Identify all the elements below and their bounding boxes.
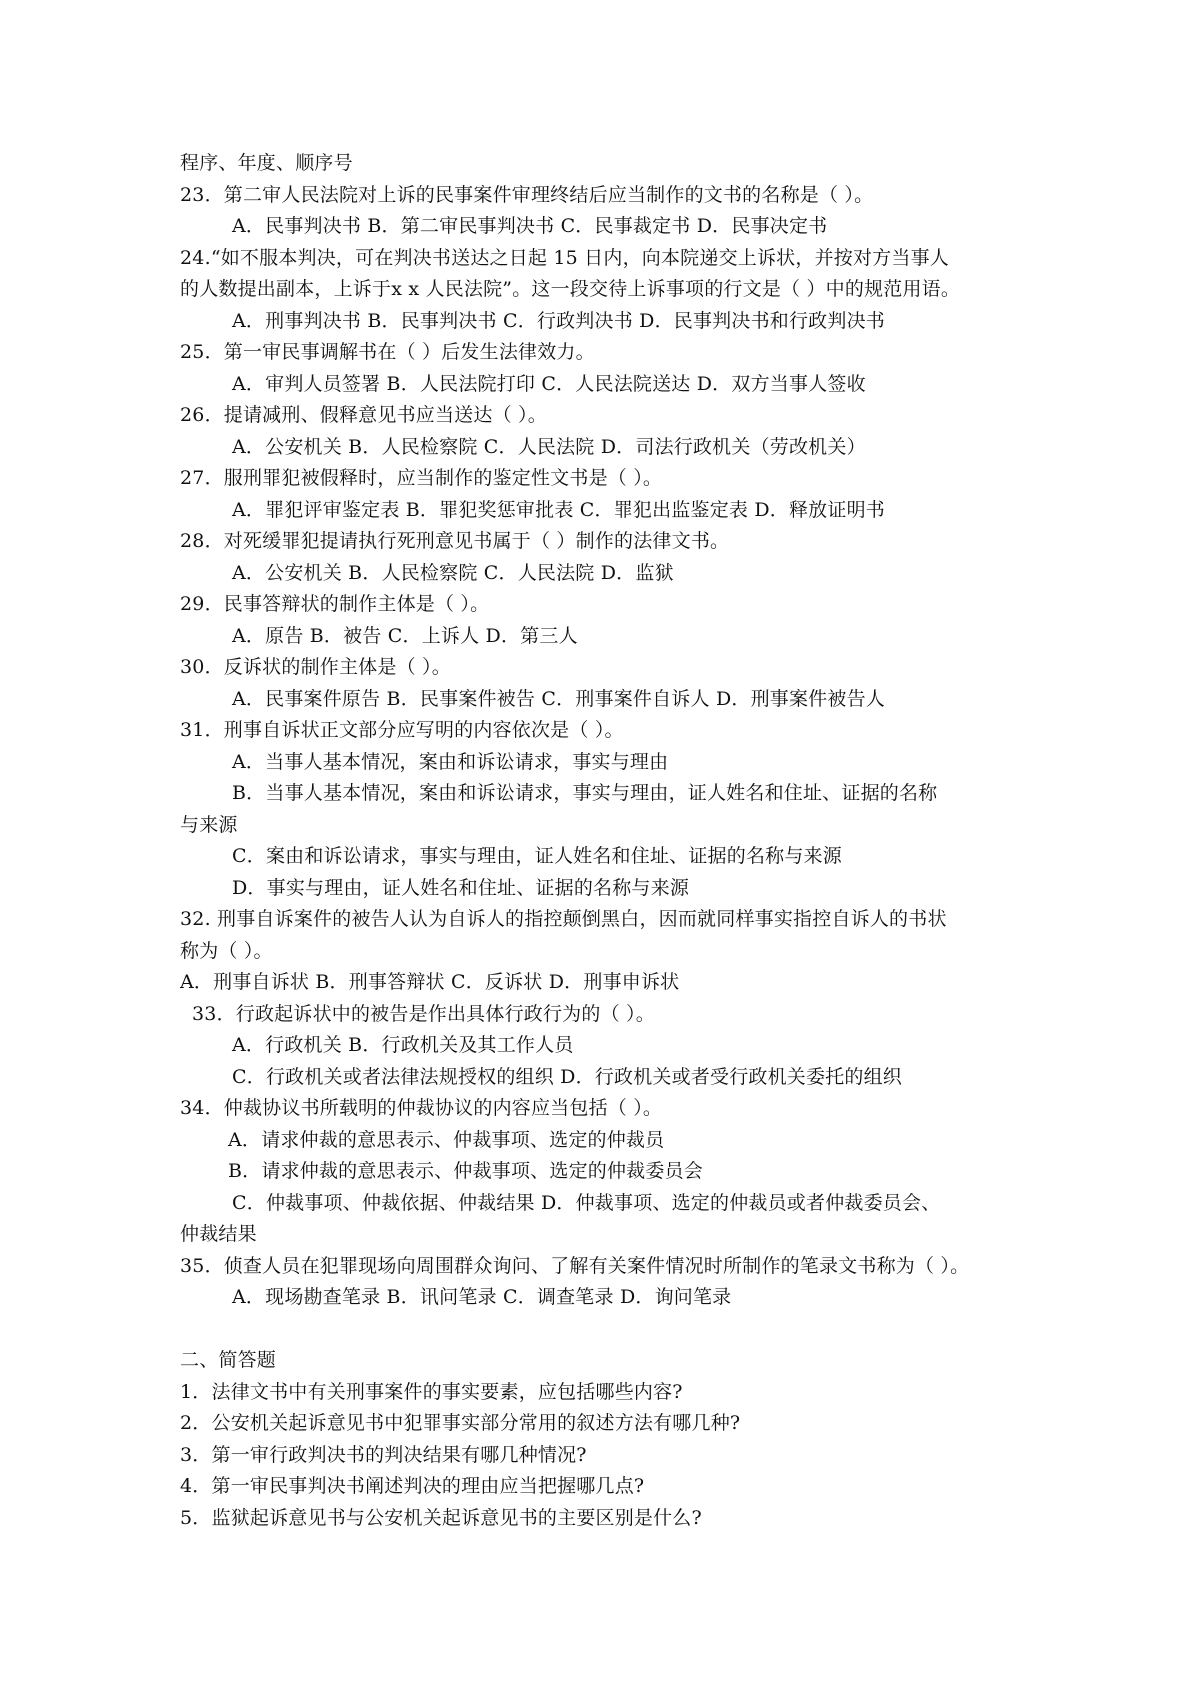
question-33: 33．行政起诉状中的被告是作出具体行政行为的（ ）。 bbox=[192, 1002, 655, 1025]
question-35: 35．侦查人员在犯罪现场向周围群众询问、了解有关案件情况时所制作的笔录文书称为（ ）。 bbox=[180, 1254, 970, 1277]
text-line: 程序、年度、顺序号 bbox=[180, 152, 353, 174]
spacer bbox=[180, 1314, 1030, 1346]
options-23: A．民事判决书 B．第二审民事判决书 C．民事裁定书 D．民事决定书 bbox=[232, 215, 828, 237]
question-29: 29．民事答辩状的制作主体是（ ）。 bbox=[180, 593, 490, 615]
option-31-a: A．当事人基本情况，案由和诉讼请求，事实与理由 bbox=[232, 750, 669, 773]
document-body bbox=[180, 148, 1030, 1534]
section-heading: 二、简答题 bbox=[180, 1349, 277, 1371]
options-28: A．公安机关 B．人民检察院 C．人民法院 D．监狱 bbox=[232, 561, 674, 584]
options-35: A．现场勘查笔录 B．讯问笔录 C．调查笔录 D．询问笔录 bbox=[232, 1286, 732, 1308]
options-34-cont: 仲裁结果 bbox=[180, 1223, 257, 1245]
options-33-cd: C．行政机关或者法律法规授权的组织 D．行政机关或者受行政机关委托的组织 bbox=[232, 1065, 903, 1088]
option-31-c: C．案由和诉讼请求，事实与理由，证人姓名和住址、证据的名称与来源 bbox=[232, 845, 842, 867]
options-27: A．罪犯评审鉴定表 B．罪犯奖惩审批表 C．罪犯出监鉴定表 D．释放证明书 bbox=[232, 498, 885, 521]
question-30: 30．反诉状的制作主体是（ ）。 bbox=[180, 656, 451, 678]
option-31-b: B．当事人基本情况，案由和诉讼请求，事实与理由，证人姓名和住址、证据的名称 bbox=[232, 782, 938, 804]
option-31-d: D．事实与理由，证人姓名和住址、证据的名称与来源 bbox=[232, 876, 690, 899]
options-29: A．原告 B．被告 C．上诉人 D．第三人 bbox=[232, 624, 578, 647]
options-24: A．刑事判决书 B．民事判决书 C．行政判决书 D．民事判决书和行政判决书 bbox=[232, 309, 885, 332]
options-34-cd: C．仲裁事项、仲裁依据、仲裁结果 D．仲裁事项、选定的仲裁员或者仲裁委员会、 bbox=[232, 1191, 941, 1214]
options-30: A．民事案件原告 B．民事案件被告 C．刑事案件自诉人 D．刑事案件被告人 bbox=[232, 687, 885, 710]
question-31: 31．刑事自诉状正文部分应写明的内容依次是（ ）。 bbox=[180, 719, 624, 741]
question-23: 23．第二审人民法院对上诉的民事案件审理终结后应当制作的文书的名称是（ ）。 bbox=[180, 183, 874, 206]
option-31-b-cont: 与来源 bbox=[180, 813, 238, 836]
options-25: A．审判人员签署 B．人民法院打印 C．人民法院送达 D．双方当事人签收 bbox=[232, 372, 866, 395]
question-24-cont: 的人数提出副本，上诉于x x 人民法院”。这一段交待上诉事项的行文是（ ）中的规范用语。 bbox=[180, 278, 961, 300]
option-34-b: B．请求仲裁的意思表示、仲裁事项、选定的仲裁委员会 bbox=[228, 1160, 703, 1182]
option-34-a: A．请求仲裁的意思表示、仲裁事项、选定的仲裁员 bbox=[228, 1128, 665, 1151]
question-25: 25．第一审民事调解书在（ ）后发生法律效力。 bbox=[180, 341, 595, 363]
question-32-cont: 称为（ ）。 bbox=[180, 939, 273, 962]
options-26: A．公安机关 B．人民检察院 C．人民法院 D．司法行政机关（劳改机关） bbox=[232, 435, 866, 458]
options-33-ab: A．行政机关 B．行政机关及其工作人员 bbox=[232, 1034, 574, 1056]
options-32: A．刑事自诉状 B．刑事答辩状 C．反诉状 D．刑事申诉状 bbox=[180, 971, 680, 993]
short-question-3: 3．第一审行政判决书的判决结果有哪几种情况? bbox=[180, 1443, 587, 1466]
short-question-5: 5．监狱起诉意见书与公安机关起诉意见书的主要区别是什么? bbox=[180, 1506, 702, 1529]
question-26: 26．提请减刑、假释意见书应当送达（ ）。 bbox=[180, 404, 547, 426]
short-question-2: 2．公安机关起诉意见书中犯罪事实部分常用的叙述方法有哪几种? bbox=[180, 1412, 741, 1434]
short-question-1: 1．法律文书中有关刑事案件的事实要素，应包括哪些内容? bbox=[180, 1380, 683, 1403]
question-34: 34．仲裁协议书所载明的仲裁协议的内容应当包括（ ）。 bbox=[180, 1097, 663, 1119]
question-24: 24.“如不服本判决，可在判决书送达之日起 15 日内，向本院递交上诉状，并按对方当事人 bbox=[180, 246, 949, 269]
question-32: 32. 刑事自诉案件的被告人认为自诉人的指控颠倒黑白，因而就同样事实指控自诉人的书状 bbox=[180, 908, 947, 930]
question-27: 27．服刑罪犯被假释时，应当制作的鉴定性文书是（ ）。 bbox=[180, 467, 663, 489]
short-question-4: 4．第一审民事判决书阐述判决的理由应当把握哪几点? bbox=[180, 1475, 645, 1497]
question-28: 28．对死缓罪犯提请执行死刑意见书属于（ ）制作的法律文书。 bbox=[180, 530, 730, 552]
